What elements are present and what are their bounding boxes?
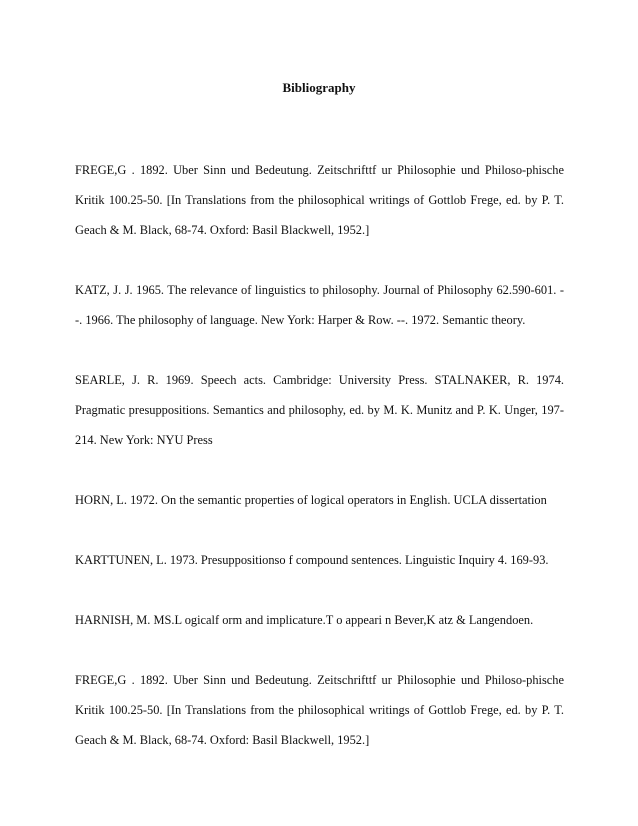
bibliography-entry-harnish: HARNISH, M. MS.L ogicalf orm and implicature.T o appeari n Bever,K atz & Langendoen. bbox=[75, 613, 534, 627]
bibliography-entry-horn: HORN, L. 1972. On the semantic properties of logical operators in English. UCLA dissertation bbox=[75, 493, 547, 507]
bibliography-entry-frege-2: FREGE,G . 1892. Uber Sinn und Bedeutung. Zeitschrifttf ur Philosophie und Philoso-phische Kritik 100.25-50. [In Translations from the philosophical writings of Gottlob Frege, ed. by P. T. Geach & M. Black, 68-74. Oxford: Basil Blackwell, 1952.] bbox=[75, 673, 564, 747]
bibliography-entry-searle-stalnaker: SEARLE, J. R. 1969. Speech acts. Cambridge: University Press. STALNAKER, R. 1974. Pragmatic presuppositions. Semantics and philosophy, ed. by M. K. Munitz and P. K. Unger, 197-214. New York: NYU Press bbox=[75, 373, 564, 447]
bibliography-list bbox=[75, 155, 564, 755]
bibliography-entry-karttunen: KARTTUNEN, L. 1973. Presuppositionso f compound sentences. Linguistic Inquiry 4. 169-93. bbox=[75, 553, 549, 567]
bibliography-entry-frege-1: FREGE,G . 1892. Uber Sinn und Bedeutung. Zeitschrifttf ur Philosophie und Philoso-phische Kritik 100.25-50. [In Translations from the philosophical writings of Gottlob Frege, ed. by P. T. Geach & M. Black, 68-74. Oxford: Basil Blackwell, 1952.] bbox=[75, 163, 564, 237]
page-title: Bibliography bbox=[282, 80, 356, 95]
bibliography-entry-katz: KATZ, J. J. 1965. The relevance of linguistics to philosophy. Journal of Philosophy 62.590-601. --. 1966. The philosophy of language. New York: Harper & Row. --. 1972. Semantic theory. bbox=[75, 283, 564, 327]
